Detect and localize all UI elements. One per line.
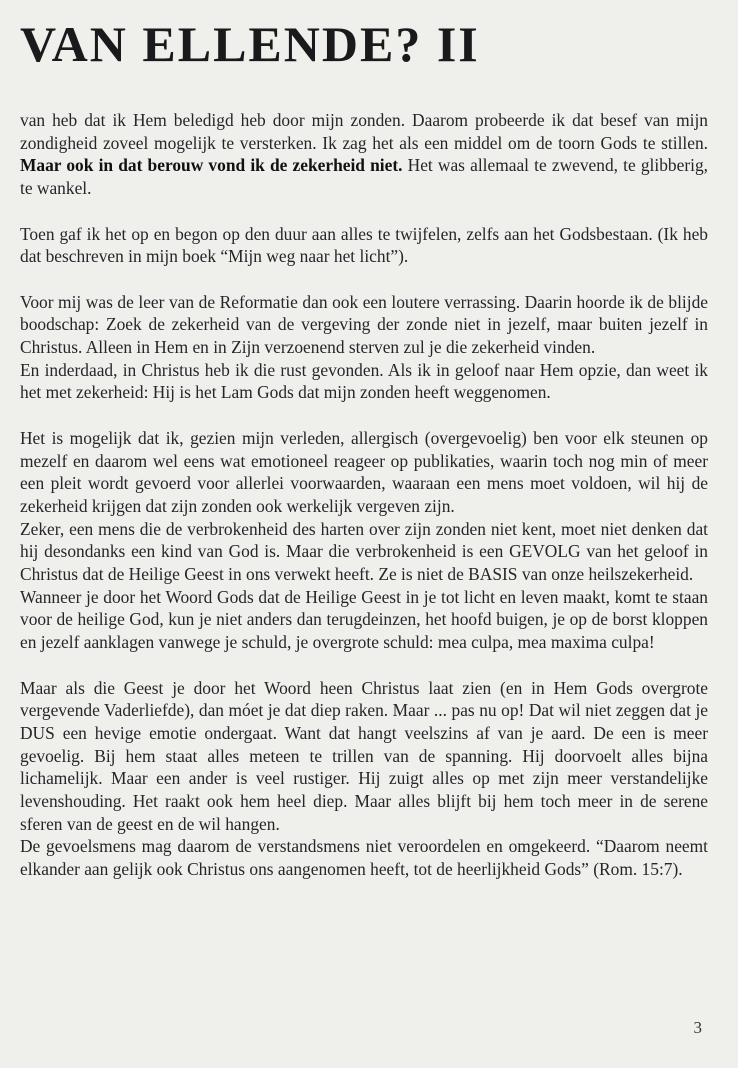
paragraph-1-bold-sentence: Maar ook in dat berouw vond ik de zekerheid niet. xyxy=(20,155,403,176)
page-number: 3 xyxy=(693,1018,702,1037)
paragraph-9: De gevoelsmens mag daarom de verstandsmens niet veroordelen en omgekeerd. “Daarom neemt elkander aan gelijk ook Christus ons aangenomen heeft, tot de heerlijkheid Gods” (Rom. 15:7). xyxy=(20,836,708,880)
page-title: VAN ELLENDE? II xyxy=(20,16,480,72)
paragraph-5: Het is mogelijk dat ik, gezien mijn verleden, allergisch (overgevoelig) ben voor elk steunen op mezelf en daarom wel eens wat emotioneel reageer op publikaties, waarin toch nog min of meer een pleit wordt gevoerd voor allerlei voorwaarden, waaraan een mens moet voldoen, wil hij de zekerheid krijgen dat zijn zonden ook werkelijk vergeven zijn. xyxy=(20,427,708,516)
article-body xyxy=(20,109,708,881)
paragraph-6: Zeker, een mens die de verbrokenheid des harten over zijn zonden niet kent, moet niet denken dat hij desondanks een kind van God is. Maar die verbrokenheid is een GEVOLG van het geloof in Christus dat de Heilige Geest in ons verwekt heeft. Ze is niet de BASIS van onze heilszekerheid. xyxy=(20,518,708,585)
paragraph-1 xyxy=(20,109,708,200)
paragraph-3: Voor mij was de leer van de Reformatie dan ook een loutere verrassing. Daarin hoorde ik de blijde boodschap: Zoek de zekerheid van de vergeving der zonde niet in jezelf, maar buiten jezelf in Christus. Alleen in Hem en in Zijn verzoenend sterven zul je die zekerheid vinden. xyxy=(20,291,708,357)
paragraph-7: Wanneer je door het Woord Gods dat de Heilige Geest in je tot licht en leven maakt, komt te staan voor de heilige God, kun je niet anders dan terugdeinzen, het hoofd buigen, je op de borst kloppen en jezelf aanklagen vanwege je schuld, je overgrote schuld: mea culpa, mea maxima culpa! xyxy=(20,586,708,653)
paragraph-1-text-start: van heb dat ik Hem beledigd heb door mijn zonden. Daarom probeerde ik dat besef van mijn zondigheid zoveel mogelijk te versterken. Ik zag het als een middel om de toorn Gods te stillen. xyxy=(20,110,708,153)
paragraph-2: Toen gaf ik het op en begon op den duur aan alles te twijfelen, zelfs aan het Godsbestaan. (Ik heb dat beschreven in mijn boek “Mijn weg naar het licht”). xyxy=(20,223,708,267)
paragraph-1-text-end: Het was allemaal te zwevend, te glibberig, te wankel. xyxy=(20,155,709,199)
paragraph-8: Maar als die Geest je door het Woord heen Christus laat zien (en in Hem Gods overgrote vergevende Vaderliefde), dan móet je dat diep raken. Maar ... pas nu op! Dat wil niet zeggen dat je DUS een hevige emotie ondergaat. Want dat hangt veelszins af van je aard. De een is meer gevoelig. Bij hem staat alles meteen te trillen van de spanning. Hij doorvoelt alles bijna lichamelijk. Maar een ander is veel rustiger. Hij zuigt alles op met zijn meer verstandelijke levenshouding. Het raakt ook hem heel diep. Maar alles blijft bij hem toch meer in de serene sferen van de geest en de wil hangen. xyxy=(20,677,708,834)
paragraph-4: En inderdaad, in Christus heb ik die rust gevonden. Als ik in geloof naar Hem opzie, dan weet ik het met zekerheid: Hij is het Lam Gods dat mijn zonden heeft weggenomen. xyxy=(20,359,708,403)
